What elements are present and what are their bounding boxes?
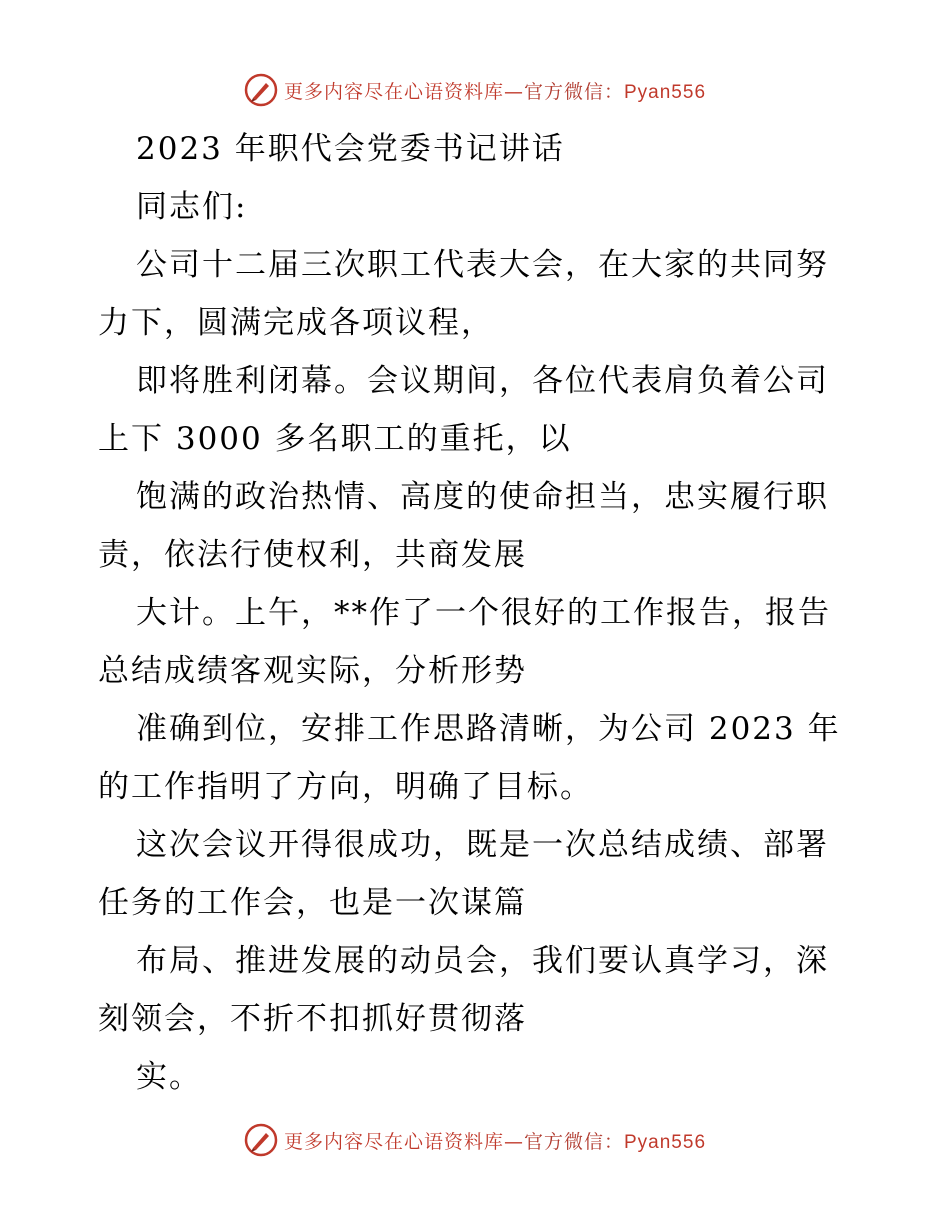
paragraph-line: 刻领会，不折不扣抓好贯彻落: [98, 1001, 527, 1037]
banner-text: [284, 1127, 706, 1154]
paragraph-line: 大计。上午，**作了一个很好的工作报告，报告: [136, 595, 831, 631]
paragraph-line: 上下 3000 多名职工的重托，以: [98, 421, 572, 457]
banner-wechat-id: Pyan556: [624, 81, 707, 103]
paragraph-line: 总结成绩客观实际，分析形势: [98, 653, 527, 689]
paragraph-line: 的工作指明了方向，明确了目标。: [98, 769, 593, 805]
banner-text: [284, 77, 706, 104]
footer-banner: [0, 1120, 950, 1160]
paragraph-line: 这次会议开得很成功，既是一次总结成绩、部署: [136, 827, 829, 863]
pen-logo-icon: [244, 73, 278, 107]
document-title: 2023 年职代会党委书记讲话: [136, 131, 565, 167]
paragraph-line: 实。: [136, 1059, 202, 1095]
pen-logo-icon: [244, 1123, 278, 1157]
paragraph-line: 布局、推进发展的动员会，我们要认真学习，深: [136, 943, 829, 979]
header-banner: [0, 70, 950, 110]
banner-wechat-id: Pyan556: [624, 1131, 707, 1153]
paragraph-line: 任务的工作会，也是一次谋篇: [98, 885, 527, 921]
salutation: 同志们:: [136, 189, 248, 225]
paragraph-line: 准确到位，安排工作思路清晰，为公司 2023 年: [136, 711, 841, 747]
banner-official-label: 官方微信：: [523, 80, 624, 103]
paragraph-line: 公司十二届三次职工代表大会，在大家的共同努: [136, 247, 829, 283]
banner-slogan: 更多内容尽在心语资料库: [283, 1130, 504, 1153]
paragraph-line: 即将胜利闭幕。会议期间，各位代表肩负着公司: [136, 363, 829, 399]
paragraph-line: 力下，圆满完成各项议程，: [98, 305, 494, 341]
paragraph-line: 责，依法行使权利，共商发展: [98, 537, 527, 573]
banner-dash: —: [503, 80, 524, 103]
paragraph-line: 饱满的政治热情、高度的使命担当，忠实履行职: [136, 479, 829, 515]
banner-official-label: 官方微信：: [523, 1130, 624, 1153]
document-body: [98, 120, 858, 1106]
banner-dash: —: [503, 1130, 524, 1153]
banner-slogan: 更多内容尽在心语资料库: [283, 80, 504, 103]
